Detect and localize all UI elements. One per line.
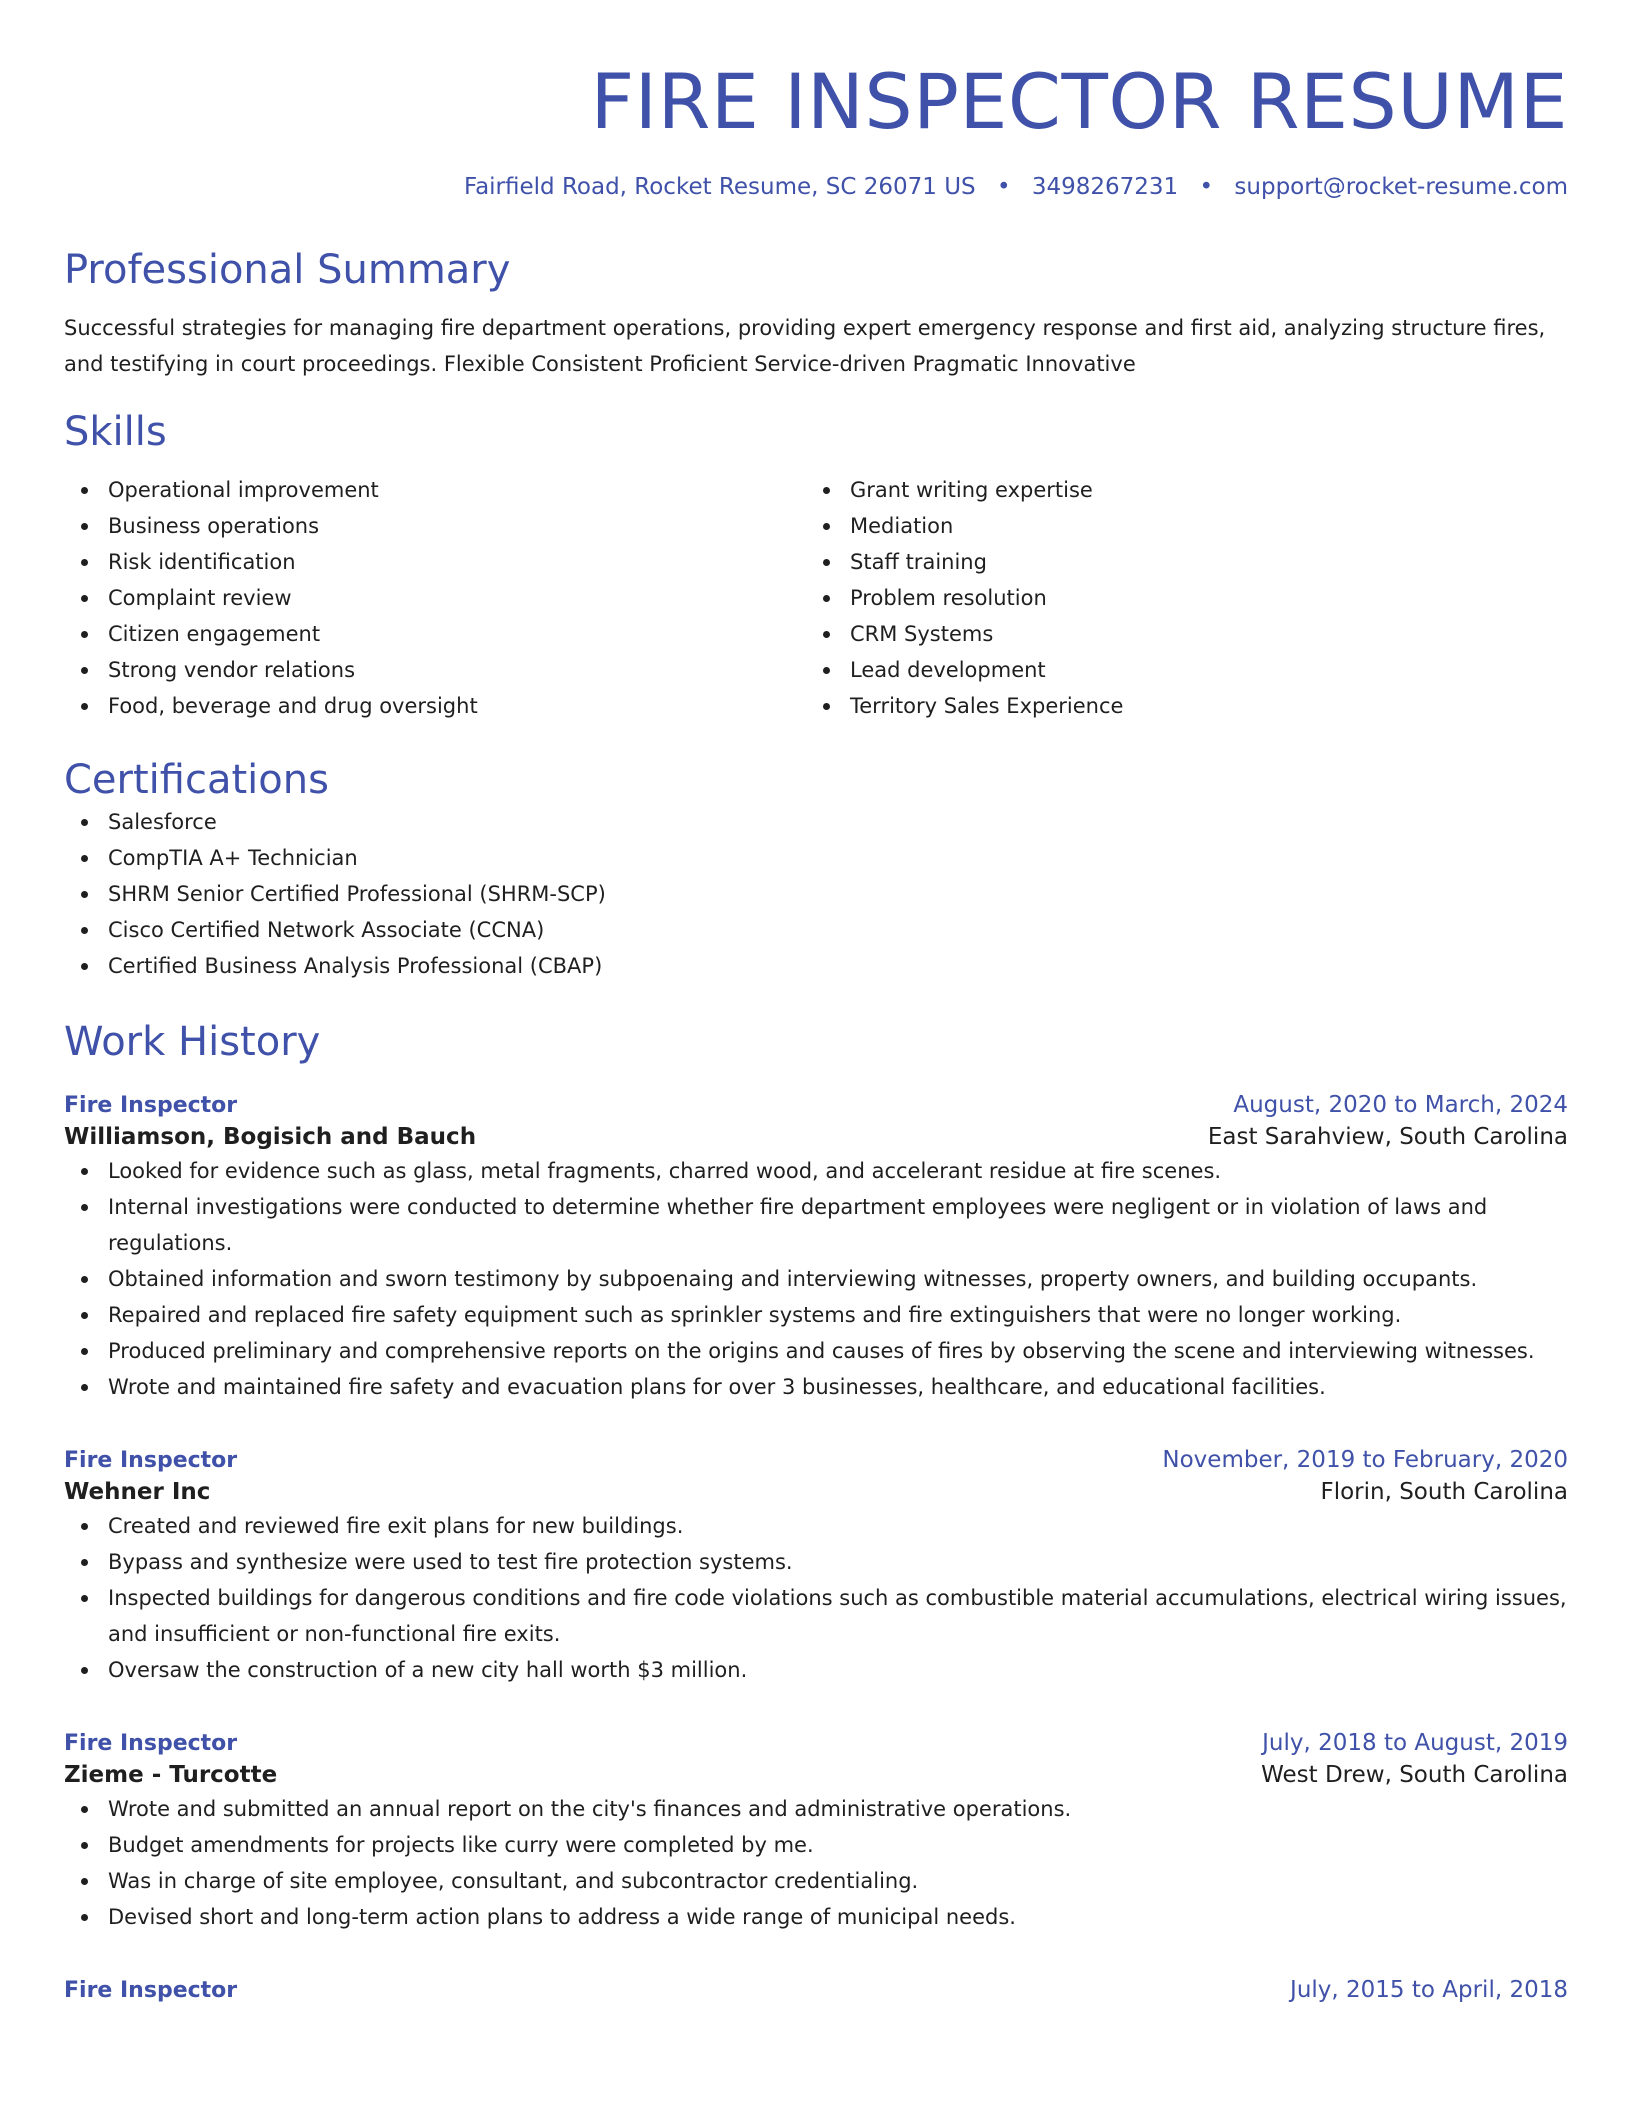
job-dates: November, 2019 to February, 2020 [1162, 1447, 1568, 1473]
job-location: West Drew, South Carolina [1261, 1762, 1568, 1788]
job-company: Zieme - Turcotte [64, 1762, 278, 1788]
skills-list-right [806, 472, 1548, 724]
contact-separator: • [1199, 174, 1214, 200]
job-location: Florin, South Carolina [1320, 1479, 1568, 1505]
skill-item: Complaint review [64, 580, 806, 616]
certification-item: SHRM Senior Certified Professional (SHRM-SCP) [64, 876, 1568, 912]
job-responsibility: Budget amendments for projects like curry were completed by me. [64, 1827, 1568, 1863]
job-responsibility: Wrote and maintained fire safety and evacuation plans for over 3 businesses, healthcare, and educational facilities. [64, 1369, 1568, 1405]
certification-item: CompTIA A+ Technician [64, 840, 1568, 876]
job-responsibility: Repaired and replaced fire safety equipment such as sprinkler systems and fire extinguishers that were no longer working. [64, 1297, 1568, 1333]
skill-item: Strong vendor relations [64, 652, 806, 688]
job-responsibility: Obtained information and sworn testimony by subpoenaing and interviewing witnesses, property owners, and building occupants. [64, 1261, 1568, 1297]
job-company: Wehner Inc [64, 1479, 211, 1505]
skill-item: Territory Sales Experience [806, 688, 1548, 724]
job-responsibility: Oversaw the construction of a new city hall worth $3 million. [64, 1652, 1568, 1688]
job-company-row [64, 1759, 1568, 1791]
contact-email: support@rocket-resume.com [1234, 174, 1568, 200]
skill-item: CRM Systems [806, 616, 1548, 652]
job-responsibility: Internal investigations were conducted to determine whether fire department employees were negligent or in violation of laws and regulations. [64, 1189, 1568, 1261]
job-responsibilities [64, 1508, 1568, 1688]
job-responsibility: Inspected buildings for dangerous conditions and fire code violations such as combustible material accumulations, electrical wiring issues, and insufficient or non-functional fire exits. [64, 1580, 1568, 1652]
summary-text: Successful strategies for managing fire department operations, providing expert emergency response and first aid, analyzing structure fires, and testifying in court proceedings. Flexible Consistent Proficient Service-driven Pragmatic Innovative [64, 316, 1546, 376]
skill-item: Lead development [806, 652, 1548, 688]
job-responsibility: Was in charge of site employee, consultant, and subcontractor credentialing. [64, 1863, 1568, 1899]
certifications-list [64, 804, 1568, 984]
certification-item: Certified Business Analysis Professional (CBAP) [64, 948, 1568, 984]
skill-item: Operational improvement [64, 472, 806, 508]
skill-item: Risk identification [64, 544, 806, 580]
resume-title: FIRE INSPECTOR RESUME [590, 57, 1568, 146]
job-responsibilities [64, 1791, 1568, 1935]
skill-item: Staff training [806, 544, 1548, 580]
job-responsibility: Bypass and synthesize were used to test fire protection systems. [64, 1544, 1568, 1580]
summary-heading: Professional Summary [64, 247, 511, 293]
job-dates: August, 2020 to March, 2024 [1233, 1092, 1568, 1118]
work-history-list [64, 1090, 1568, 2006]
certification-item: Salesforce [64, 804, 1568, 840]
job-entry [64, 1975, 1568, 2006]
job-role-row [64, 1728, 1568, 1759]
skill-item: Mediation [806, 508, 1548, 544]
job-responsibility: Produced preliminary and comprehensive reports on the origins and causes of fires by observing the scene and interviewing witnesses. [64, 1333, 1568, 1369]
skill-item: Problem resolution [806, 580, 1548, 616]
job-responsibility: Devised short and long-term action plans to address a wide range of municipal needs. [64, 1899, 1568, 1935]
skill-item: Food, beverage and drug oversight [64, 688, 806, 724]
job-responsibility: Wrote and submitted an annual report on the city's finances and administrative operations. [64, 1791, 1568, 1827]
skill-item: Business operations [64, 508, 806, 544]
contact-separator: • [996, 174, 1011, 200]
skill-item: Grant writing expertise [806, 472, 1548, 508]
contact-address: Fairfield Road, Rocket Resume, SC 26071 US [463, 174, 976, 200]
job-role: Fire Inspector [64, 1731, 238, 1756]
job-role-row [64, 1445, 1568, 1476]
job-responsibility: Created and reviewed fire exit plans for new buildings. [64, 1508, 1568, 1544]
job-role-row [64, 1975, 1568, 2006]
job-role: Fire Inspector [64, 1448, 238, 1473]
job-company: Williamson, Bogisich and Bauch [64, 1124, 477, 1150]
certifications-heading: Certifications [64, 757, 329, 803]
job-entry [64, 1090, 1568, 1405]
job-entry [64, 1445, 1568, 1688]
certification-item: Cisco Certified Network Associate (CCNA) [64, 912, 1568, 948]
contact-phone: 3498267231 [1031, 174, 1179, 200]
job-company-row [64, 1476, 1568, 1508]
resume-header [64, 0, 1568, 202]
job-responsibility: Looked for evidence such as glass, metal fragments, charred wood, and accelerant residue at fire scenes. [64, 1153, 1568, 1189]
skill-item: Citizen engagement [64, 616, 806, 652]
job-location: East Sarahview, South Carolina [1207, 1124, 1568, 1150]
job-role: Fire Inspector [64, 1978, 238, 2003]
contact-line [64, 172, 1568, 202]
job-role-row [64, 1090, 1568, 1121]
job-dates: July, 2015 to April, 2018 [1290, 1977, 1568, 2003]
job-responsibilities [64, 1153, 1568, 1405]
job-entry [64, 1728, 1568, 1935]
skills-list-left [64, 472, 806, 724]
work-history-heading: Work History [64, 1019, 321, 1065]
job-dates: July, 2018 to August, 2019 [1262, 1730, 1568, 1756]
job-role: Fire Inspector [64, 1093, 238, 1118]
skills-heading: Skills [64, 409, 167, 455]
skills-columns [64, 472, 1568, 724]
job-company-row [64, 1121, 1568, 1153]
